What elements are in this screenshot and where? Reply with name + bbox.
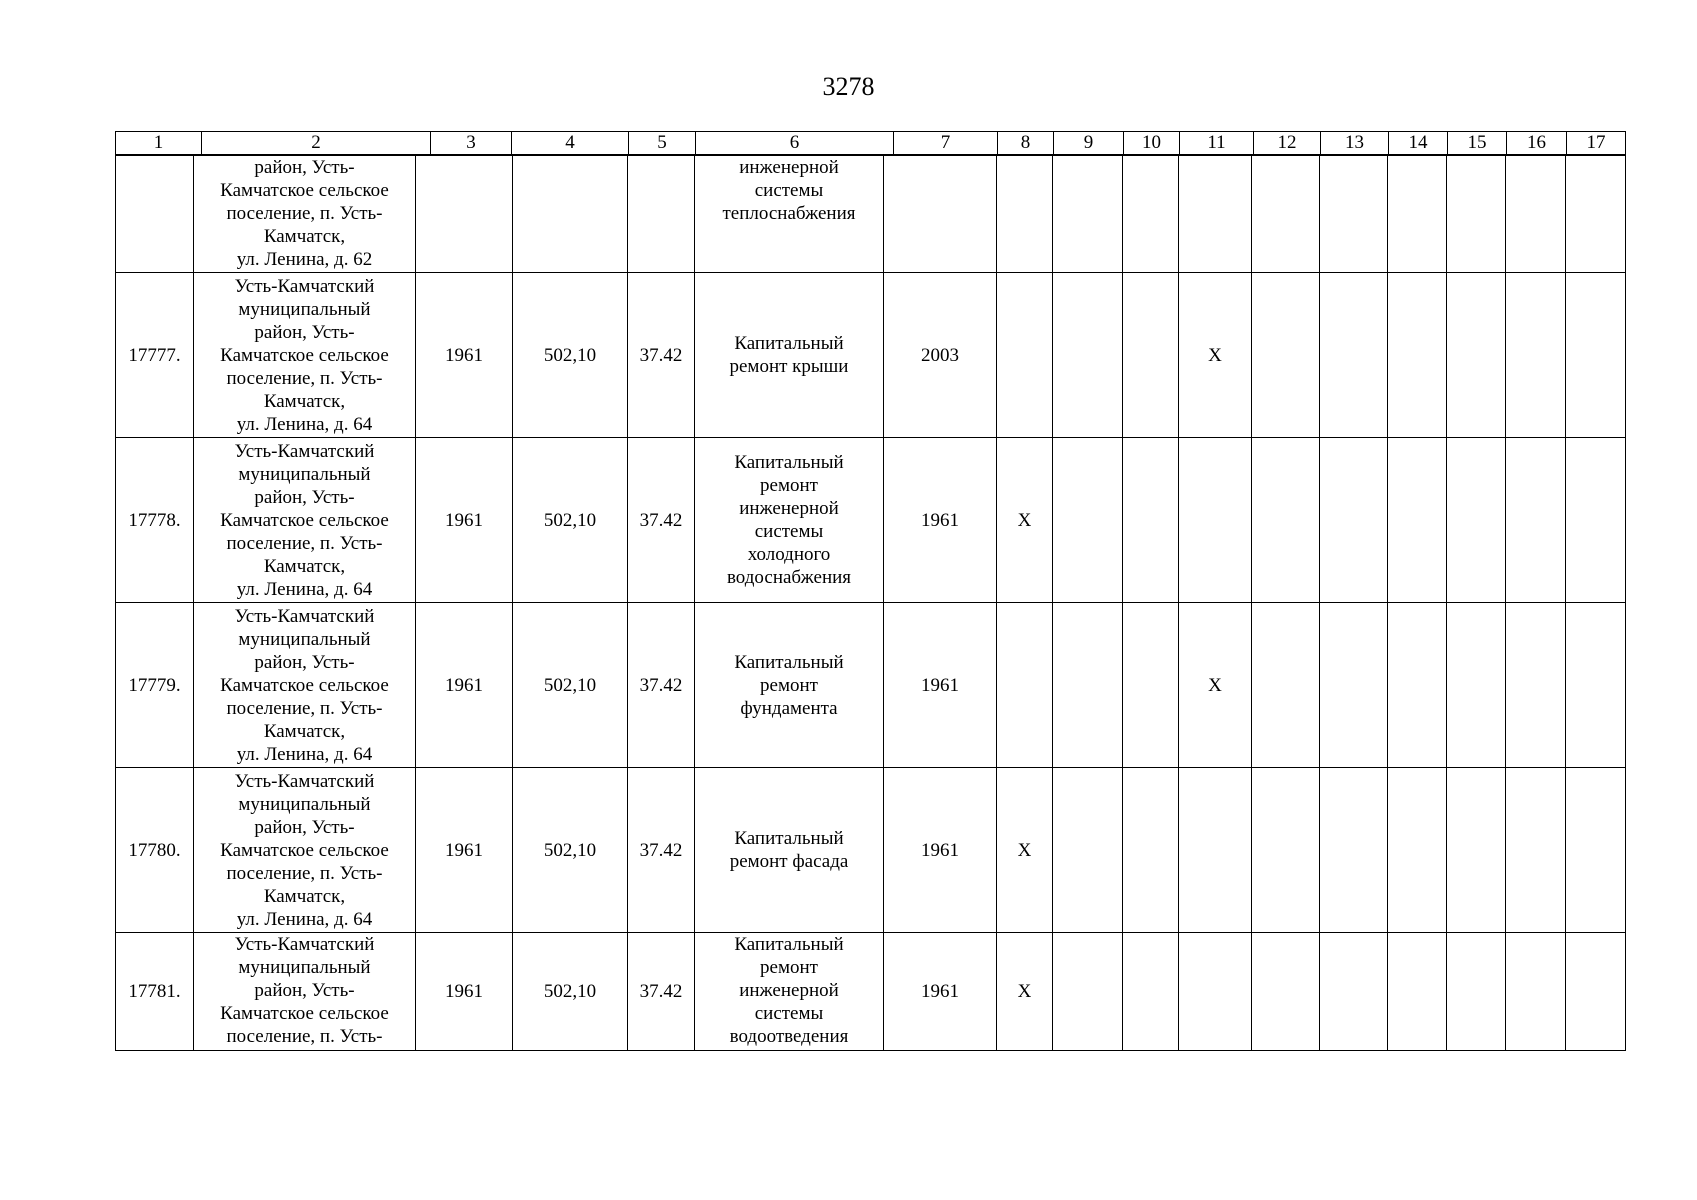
mark-cell: X [997, 933, 1053, 1051]
area-cell: 502,10 [513, 768, 628, 933]
header-cell: 2 [202, 132, 431, 155]
mark-cell [1123, 156, 1179, 273]
mark-cell [1320, 438, 1388, 603]
mark-cell [1252, 933, 1320, 1051]
mark-cell [1252, 273, 1320, 438]
mark-cell [1566, 603, 1626, 768]
code-cell: 37.42 [628, 438, 695, 603]
mark-cell [1388, 438, 1447, 603]
mark-cell [1566, 273, 1626, 438]
year-cell: 1961 [416, 768, 513, 933]
mark-cell: X [997, 438, 1053, 603]
table-row [116, 273, 1626, 438]
address-cell: Усть-Камчатский муниципальный район, Усть- Камчатское сельское поселение, п. Усть- Камчатск, ул. Ленина, д. 64 [194, 438, 416, 603]
table-row [116, 933, 1626, 1051]
data-table-body [115, 155, 1626, 1051]
mark-cell [1053, 768, 1123, 933]
header-cell: 4 [512, 132, 629, 155]
mark-cell: X [1179, 603, 1252, 768]
mark-cell [1179, 438, 1252, 603]
mark-cell [1566, 933, 1626, 1051]
header-cell: 7 [894, 132, 998, 155]
area-cell: 502,10 [513, 933, 628, 1051]
year-cell: 1961 [416, 273, 513, 438]
mark-cell [1252, 438, 1320, 603]
mark-cell [1566, 156, 1626, 273]
table-row [116, 603, 1626, 768]
mark-cell [1123, 768, 1179, 933]
header-cell: 10 [1124, 132, 1180, 155]
column-number-header [115, 131, 1626, 155]
address-cell: Усть-Камчатский муниципальный район, Усть- Камчатское сельское поселение, п. Усть- Камчатск, ул. Ленина, д. 64 [194, 273, 416, 438]
row-number [116, 156, 194, 273]
mark-cell [1123, 438, 1179, 603]
mark-cell [1447, 603, 1506, 768]
code-cell: 37.42 [628, 603, 695, 768]
header-cell: 8 [998, 132, 1054, 155]
row-number: 17781. [116, 933, 194, 1051]
header-cell: 17 [1567, 132, 1626, 155]
row-number: 17779. [116, 603, 194, 768]
mark-cell [1506, 603, 1566, 768]
mark-cell [1506, 933, 1566, 1051]
mark-cell [1388, 156, 1447, 273]
mark-cell [1320, 768, 1388, 933]
mark-cell [1179, 768, 1252, 933]
area-cell [513, 156, 628, 273]
mark-cell [997, 156, 1053, 273]
mark-cell [1320, 603, 1388, 768]
mark-cell [1447, 156, 1506, 273]
table-row [116, 438, 1626, 603]
code-cell: 37.42 [628, 933, 695, 1051]
mark-cell [1506, 768, 1566, 933]
area-cell: 502,10 [513, 603, 628, 768]
header-cell: 16 [1507, 132, 1567, 155]
mark-cell [1252, 156, 1320, 273]
mark-cell [1447, 438, 1506, 603]
work-year-cell: 2003 [884, 273, 997, 438]
work-type-cell: Капитальный ремонт инженерной системы холодного водоснабжения [695, 438, 884, 603]
mark-cell [1179, 933, 1252, 1051]
page-number: 3278 [822, 72, 875, 101]
mark-cell [1179, 156, 1252, 273]
repair-table [115, 131, 1625, 1051]
mark-cell [1053, 933, 1123, 1051]
code-cell: 37.42 [628, 273, 695, 438]
code-cell [628, 156, 695, 273]
mark-cell [1320, 156, 1388, 273]
mark-cell [1053, 438, 1123, 603]
work-year-cell: 1961 [884, 438, 997, 603]
mark-cell [1506, 273, 1566, 438]
work-year-cell: 1961 [884, 603, 997, 768]
mark-cell: X [1179, 273, 1252, 438]
work-type-cell: Капитальный ремонт фасада [695, 768, 884, 933]
mark-cell [1252, 768, 1320, 933]
work-type-cell: Капитальный ремонт инженерной системы водоотведения [695, 933, 884, 1051]
year-cell: 1961 [416, 438, 513, 603]
work-type-cell: инженерной системы теплоснабжения [695, 156, 884, 273]
address-cell: Усть-Камчатский муниципальный район, Усть- Камчатское сельское поселение, п. Усть- Камчатск, ул. Ленина, д. 64 [194, 768, 416, 933]
area-cell: 502,10 [513, 438, 628, 603]
work-year-cell: 1961 [884, 933, 997, 1051]
header-cell: 12 [1254, 132, 1321, 155]
header-cell: 5 [629, 132, 696, 155]
mark-cell [997, 603, 1053, 768]
area-cell: 502,10 [513, 273, 628, 438]
mark-cell [1123, 273, 1179, 438]
mark-cell [1506, 156, 1566, 273]
year-cell [416, 156, 513, 273]
header-cell: 6 [696, 132, 894, 155]
mark-cell [1388, 273, 1447, 438]
row-number: 17777. [116, 273, 194, 438]
mark-cell [1123, 933, 1179, 1051]
mark-cell: X [997, 768, 1053, 933]
mark-cell [1388, 603, 1447, 768]
code-cell: 37.42 [628, 768, 695, 933]
mark-cell [1053, 156, 1123, 273]
mark-cell [1447, 768, 1506, 933]
table-row [116, 156, 1626, 273]
mark-cell [1566, 438, 1626, 603]
mark-cell [1447, 273, 1506, 438]
header-cell: 11 [1180, 132, 1254, 155]
header-cell: 1 [116, 132, 202, 155]
header-cell: 14 [1389, 132, 1448, 155]
mark-cell [1447, 933, 1506, 1051]
row-number: 17780. [116, 768, 194, 933]
mark-cell [1123, 603, 1179, 768]
work-type-cell: Капитальный ремонт крыши [695, 273, 884, 438]
mark-cell [1053, 273, 1123, 438]
header-row [116, 132, 1626, 155]
table-row [116, 768, 1626, 933]
mark-cell [1320, 933, 1388, 1051]
header-cell: 9 [1054, 132, 1124, 155]
mark-cell [1388, 933, 1447, 1051]
work-type-cell: Капитальный ремонт фундамента [695, 603, 884, 768]
address-cell: район, Усть- Камчатское сельское поселение, п. Усть- Камчатск, ул. Ленина, д. 62 [194, 156, 416, 273]
row-number: 17778. [116, 438, 194, 603]
work-year-cell: 1961 [884, 768, 997, 933]
header-cell: 13 [1321, 132, 1389, 155]
mark-cell [1388, 768, 1447, 933]
mark-cell [1506, 438, 1566, 603]
address-cell: Усть-Камчатский муниципальный район, Усть- Камчатское сельское поселение, п. Усть- [194, 933, 416, 1051]
work-year-cell [884, 156, 997, 273]
mark-cell [1320, 273, 1388, 438]
mark-cell [1252, 603, 1320, 768]
mark-cell [997, 273, 1053, 438]
year-cell: 1961 [416, 603, 513, 768]
header-cell: 15 [1448, 132, 1507, 155]
mark-cell [1053, 603, 1123, 768]
address-cell: Усть-Камчатский муниципальный район, Усть- Камчатское сельское поселение, п. Усть- Камчатск, ул. Ленина, д. 64 [194, 603, 416, 768]
header-cell: 3 [431, 132, 512, 155]
mark-cell [1566, 768, 1626, 933]
year-cell: 1961 [416, 933, 513, 1051]
